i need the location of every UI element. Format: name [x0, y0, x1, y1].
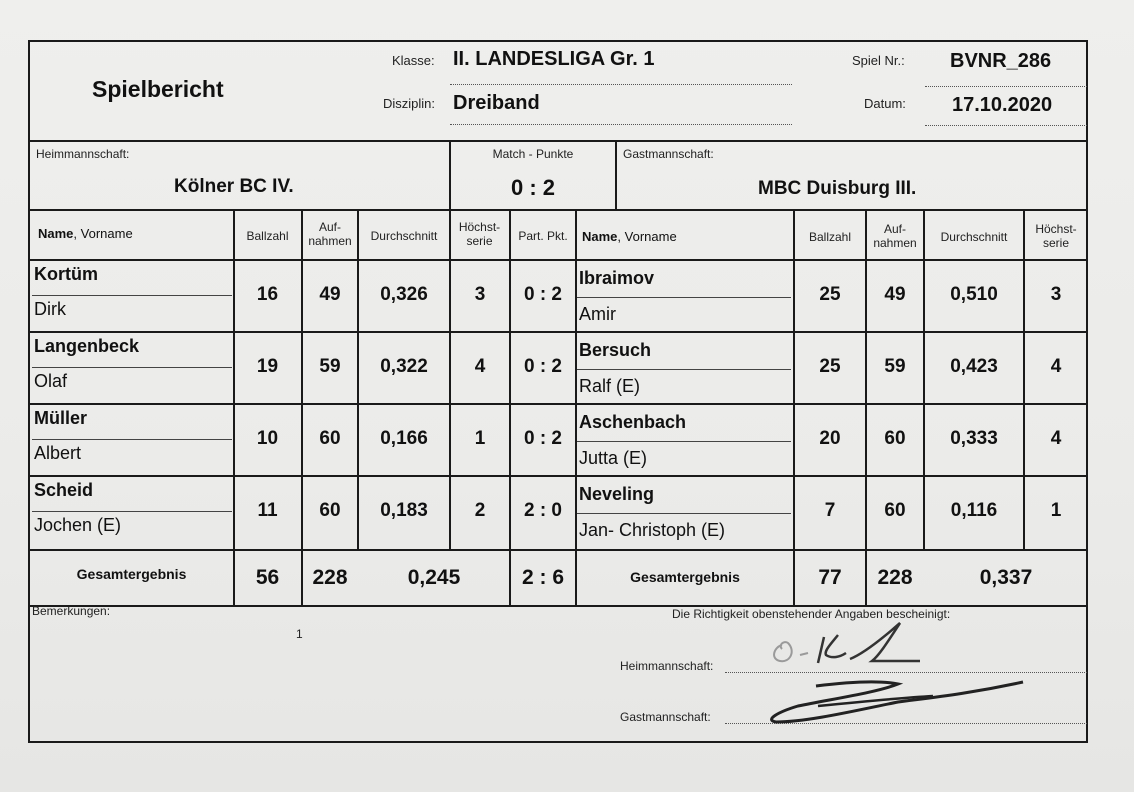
col-durchschnitt-home: Durchschnitt	[370, 229, 438, 243]
klasse-label: Klasse:	[392, 53, 435, 68]
home-player-firstname: Albert	[34, 443, 82, 463]
cell-guest-innings: 60	[884, 500, 906, 521]
col-line	[449, 210, 451, 550]
page-title: Spielbericht	[92, 76, 224, 102]
col-ballzahl-guest: Ballzahl	[808, 230, 852, 244]
col-name-guest: Name, Vorname	[582, 229, 677, 244]
cell-home-innings: 60	[319, 500, 341, 521]
cell-guest-avg: 0,510	[950, 284, 998, 305]
cell-guest-balls: 20	[819, 428, 841, 449]
totals-label-guest: Gesamtergebnis	[630, 569, 740, 585]
row-line	[28, 259, 1088, 261]
col-line	[1023, 210, 1025, 550]
datum-underline	[925, 125, 1087, 126]
guest-signature-label: Gastmannschaft:	[620, 710, 711, 724]
totals-guest-avg: 0,337	[979, 566, 1033, 589]
row-line	[28, 403, 1088, 405]
guest-player-firstname: Jan- Christoph (E)	[579, 520, 726, 540]
cell-home-avg: 0,326	[380, 284, 428, 305]
home-player-lastname: Kortüm	[34, 264, 98, 284]
col-name-home: Name, Vorname	[38, 226, 133, 241]
cell-partpkt: 0 : 2	[523, 356, 563, 377]
home-team-label: Heimmannschaft:	[36, 147, 130, 161]
name-split	[32, 367, 232, 368]
cell-home-avg: 0,183	[380, 500, 428, 521]
totals-label-home: Gesamtergebnis	[76, 566, 187, 582]
col-partpkt: Part. Pkt.	[518, 229, 568, 243]
name-split	[577, 369, 791, 370]
datum-value: 17.10.2020	[952, 94, 1053, 116]
cell-guest-avg: 0,333	[950, 428, 998, 449]
col-line	[575, 210, 577, 606]
guest-team-label: Gastmannschaft:	[623, 147, 714, 161]
row-line	[28, 475, 1088, 477]
remarks-label: Bemerkungen:	[32, 604, 111, 618]
col-line	[865, 210, 867, 606]
cell-guest-innings: 59	[884, 356, 906, 377]
spiel-value: BVNR_286	[950, 50, 1052, 72]
col-line	[357, 210, 359, 550]
col-hoechstserie-guest: Höchst- serie	[1035, 222, 1077, 250]
name-split	[32, 511, 232, 512]
col-line	[301, 210, 303, 606]
cell-guest-balls: 25	[819, 284, 841, 305]
cell-guest-hs: 4	[1050, 356, 1062, 377]
guest-player-lastname: Ibraimov	[579, 268, 655, 288]
cell-home-hs: 3	[474, 284, 486, 305]
cell-home-innings: 59	[319, 356, 341, 377]
col-ballzahl-home: Ballzahl	[246, 229, 289, 243]
cell-home-avg: 0,166	[380, 428, 428, 449]
totals-partpkt: 2 : 6	[521, 566, 565, 589]
divider-v	[615, 141, 617, 210]
name-split	[577, 297, 791, 298]
match-points-label: Match - Punkte	[492, 147, 574, 161]
klasse-value: II. LANDESLIGA Gr. 1	[453, 48, 655, 70]
col-hoechstserie-home: Höchst- serie	[458, 220, 501, 248]
totals-home-innings: 228	[312, 566, 348, 589]
confirmation-text: Die Richtigkeit obenstehender Angaben bescheinigt:	[672, 607, 951, 621]
disziplin-underline	[450, 124, 792, 125]
cell-guest-balls: 25	[819, 356, 841, 377]
disziplin-label: Disziplin:	[383, 96, 436, 111]
home-signature	[760, 615, 930, 675]
home-team-name: Kölner BC IV.	[174, 176, 294, 197]
cell-home-balls: 19	[256, 356, 279, 377]
divider-header	[28, 140, 1088, 142]
datum-label: Datum:	[864, 96, 906, 111]
guest-player-firstname: Amir	[579, 304, 616, 324]
cell-guest-hs: 3	[1050, 284, 1062, 305]
cell-home-innings: 49	[319, 284, 341, 305]
name-split	[32, 295, 232, 296]
cell-guest-hs: 1	[1050, 500, 1062, 521]
spiel-label: Spiel Nr.:	[852, 53, 905, 68]
guest-team-name: MBC Duisburg III.	[758, 178, 917, 199]
match-points-value: 0 : 2	[510, 175, 556, 200]
divider-teams	[28, 209, 1088, 211]
cell-home-balls: 16	[256, 284, 279, 305]
home-player-firstname: Dirk	[34, 299, 66, 319]
row-line	[28, 331, 1088, 333]
home-player-lastname: Langenbeck	[34, 336, 140, 356]
cell-home-hs: 4	[474, 356, 486, 377]
cell-partpkt: 0 : 2	[523, 428, 563, 449]
cell-partpkt: 2 : 0	[523, 500, 563, 521]
guest-signature	[758, 672, 1038, 728]
cell-guest-innings: 49	[884, 284, 906, 305]
guest-player-firstname: Ralf (E)	[579, 376, 641, 396]
totals-home-balls: 56	[255, 566, 280, 589]
guest-player-lastname: Aschenbach	[579, 412, 687, 432]
cell-guest-balls: 7	[824, 500, 836, 521]
cell-guest-hs: 4	[1050, 428, 1062, 449]
name-split	[32, 439, 232, 440]
home-signature-label: Heimmannschaft:	[620, 659, 714, 673]
cell-home-avg: 0,322	[380, 356, 428, 377]
col-line	[509, 210, 511, 606]
cell-home-balls: 11	[257, 500, 278, 521]
cell-home-balls: 10	[256, 428, 279, 449]
col-durchschnitt-guest: Durchschnitt	[940, 230, 1008, 244]
cell-guest-innings: 60	[884, 428, 906, 449]
cell-guest-avg: 0,116	[950, 500, 998, 521]
col-aufnahmen-home: Auf- nahmen	[308, 220, 352, 248]
remarks-value: 1	[296, 627, 303, 641]
totals-guest-balls: 77	[818, 566, 842, 589]
col-line	[923, 210, 925, 550]
cell-guest-avg: 0,423	[950, 356, 998, 377]
disziplin-value: Dreiband	[453, 92, 540, 114]
name-split	[577, 513, 791, 514]
guest-player-firstname: Jutta (E)	[579, 448, 648, 468]
cell-home-hs: 1	[474, 428, 486, 449]
home-player-firstname: Olaf	[34, 371, 68, 391]
cell-home-hs: 2	[474, 500, 486, 521]
home-player-lastname: Scheid	[34, 480, 94, 500]
cell-home-innings: 60	[319, 428, 341, 449]
row-line	[28, 549, 1088, 551]
klasse-underline	[450, 84, 792, 85]
totals-home-avg: 0,245	[407, 566, 461, 589]
col-line	[233, 210, 235, 606]
cell-partpkt: 0 : 2	[523, 284, 563, 305]
col-aufnahmen-guest: Auf- nahmen	[873, 222, 917, 250]
totals-guest-innings: 228	[877, 566, 913, 589]
guest-player-lastname: Neveling	[579, 484, 655, 504]
home-player-firstname: Jochen (E)	[34, 515, 122, 535]
spiel-underline	[925, 86, 1087, 87]
home-player-lastname: Müller	[34, 408, 88, 428]
guest-player-lastname: Bersuch	[579, 340, 652, 360]
col-line	[793, 210, 795, 606]
name-split	[577, 441, 791, 442]
